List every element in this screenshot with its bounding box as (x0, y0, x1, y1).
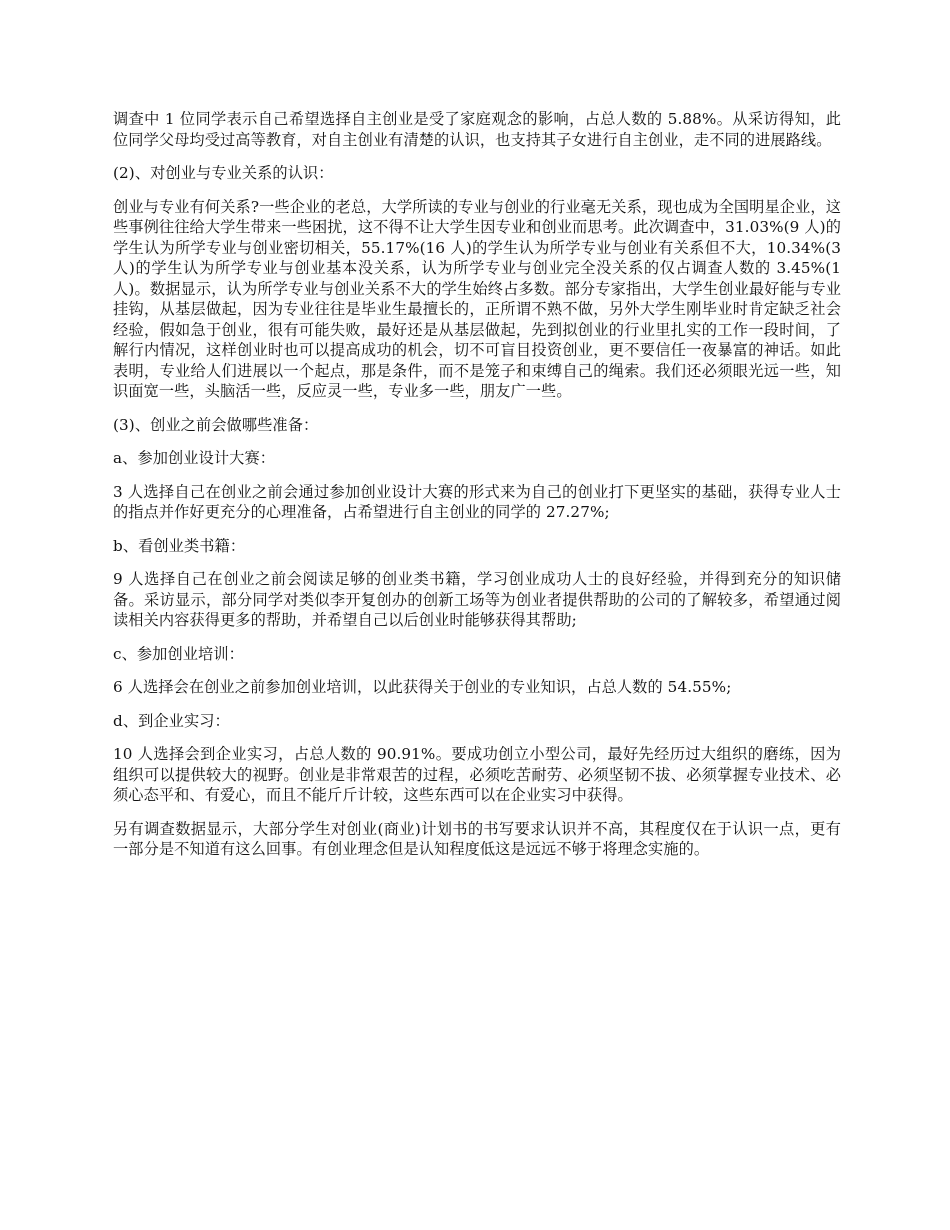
paragraph-business-plan: 另有调查数据显示，大部分学生对创业(商业)计划书的书写要求认识并不高，其程度仅在于认识一点，更有一部分是不知道有这么回事。有创业理念但是认知程度低这是远远不够于将理念实施的。 (113, 819, 841, 858)
document-page (113, 109, 841, 873)
heading-major-relation: (2)、对创业与专业关系的认识： (113, 164, 334, 182)
paragraph-books: 9 人选择自己在创业之前会阅读足够的创业类书籍，学习创业成功人士的良好经验，并得到充分的知识储备。采访显示，部分同学对类似李开复创办的创新工场等为创业者提供帮助的公司的了解较多，希望通过阅读相关内容获得更多的帮助，并希望自己以后创业时能够获得其帮助; (113, 570, 841, 629)
heading-preparation: (3)、创业之前会做哪些准备： (113, 415, 319, 434)
subheading-internship: d、到企业实习： (113, 711, 230, 730)
subheading-books: b、看创业类书籍： (113, 536, 246, 555)
paragraph-major-relation: 创业与专业有何关系?一些企业的老总，大学所读的专业与创业的行业毫无关系，现也成为全国明星企业，这些事例往往给大学生带来一些困扰，这不得不让大学生因专业和创业而思考。此次调查中，31.03%(9 人)的学生认为所学专业与创业密切相关，55.17%(16 人)的学生认为所学专业与创业有关系但不大，10.34%(3 人)的学生认为所学专业与创业基本没关系，认为所学专业与创业完全没关系的仅占调查人数的 3.45%(1 人)。数据显示，认为所学专业与创业关系不大的学生始终占多数。部分专家指出，大学生创业最好能与专业挂钩，从基层做起，因为专业往往是毕业生最擅长的，正所谓不熟不做，另外大学生刚毕业时肯定缺乏社会经验，假如急于创业，很有可能失败，最好还是从基层做起，先到拟创业的行业里扎实的工作一段时间，了解行内情况，这样创业时也可以提高成功的机会，切不可盲目投资创业，更不要信任一夜暴富的神话。如此表明，专业给人们进展以一个起点，那是条件，而不是笼子和束缚自己的绳索。我们还必须眼光远一些，知识面宽一些，头脑活一些，反应灵一些，专业多一些，朋友广一些。 (113, 197, 841, 400)
subheading-training: c、参加创业培训： (113, 644, 244, 663)
paragraph-training: 6 人选择会在创业之前参加创业培训，以此获得关于创业的专业知识，占总人数的 54.55%; (113, 678, 732, 696)
paragraph-family-influence: 调查中 1 位同学表示自己希望选择自主创业是受了家庭观念的影响，占总人数的 5.88%。从采访得知，此位同学父母均受过高等教育，对自主创业有清楚的认识，也支持其子女进行自主创业，走不同的进展路线。 (113, 110, 841, 149)
subheading-design-contest: a、参加创业设计大赛： (113, 449, 276, 467)
paragraph-internship: 10 人选择会到企业实习，占总人数的 90.91%。要成功创立小型公司，最好先经历过大组织的磨练，因为组织可以提供较大的视野。创业是非常艰苦的过程，必须吃苦耐劳、必须坚韧不拔、必须掌握专业技术、必须心态平和、有爱心，而且不能斤斤计较，这些东西可以在企业实习中获得。 (113, 745, 841, 804)
paragraph-design-contest: 3 人选择自己在创业之前会通过参加创业设计大赛的形式来为自己的创业打下更坚实的基础，获得专业人士的指点并作好更充分的心理准备，占希望进行自主创业的同学的 27.27%; (113, 482, 841, 521)
